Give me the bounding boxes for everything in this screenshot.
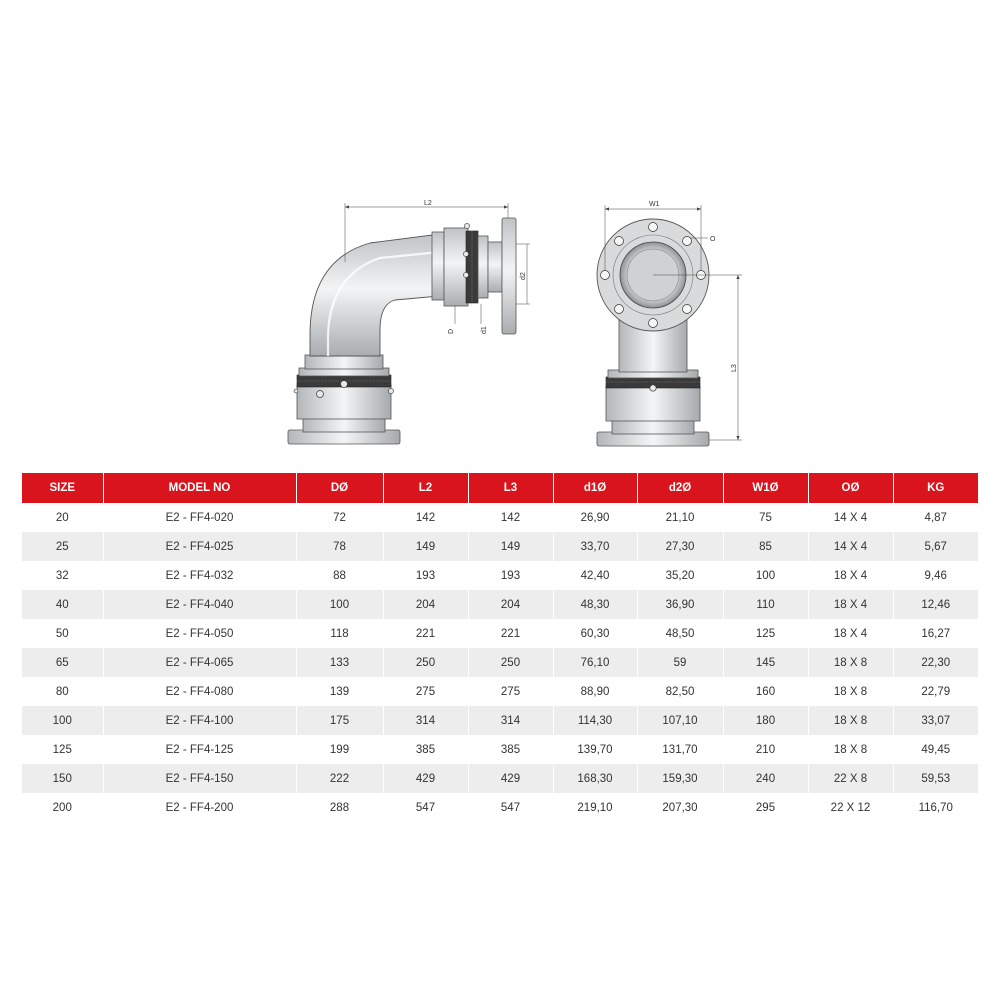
- table-cell: 175: [296, 706, 383, 735]
- table-cell: 18 X 4: [808, 561, 893, 590]
- table-row: [22, 648, 978, 677]
- grease-nipple-icon: [317, 391, 324, 398]
- table-row: [22, 561, 978, 590]
- table-cell: 21,10: [637, 503, 723, 532]
- table-cell: 118: [296, 619, 383, 648]
- table-cell: 65: [22, 648, 103, 677]
- table-cell: 75: [723, 503, 808, 532]
- table-cell: 85: [723, 532, 808, 561]
- bolt-hole-icon: [649, 223, 658, 232]
- table-cell: 207,30: [637, 793, 723, 822]
- table-cell: 14 X 4: [808, 532, 893, 561]
- label-d: D: [448, 328, 455, 334]
- table-cell: 180: [723, 706, 808, 735]
- table-cell: 275: [383, 677, 468, 706]
- label-d1: d1: [481, 326, 488, 334]
- table-cell: 250: [468, 648, 553, 677]
- table-row: [22, 503, 978, 532]
- bolt-hole-icon: [615, 237, 624, 246]
- bolt-hole-icon: [649, 319, 658, 328]
- table-cell: 160: [723, 677, 808, 706]
- table-cell: 204: [468, 590, 553, 619]
- spec-table: [22, 473, 978, 822]
- table-cell: 429: [383, 764, 468, 793]
- table-cell: 204: [383, 590, 468, 619]
- table-row: [22, 764, 978, 793]
- table-cell: 35,20: [637, 561, 723, 590]
- table-cell: 193: [383, 561, 468, 590]
- table-cell: 210: [723, 735, 808, 764]
- table-cell: 133: [296, 648, 383, 677]
- table-cell: 72: [296, 503, 383, 532]
- table-cell: 18 X 4: [808, 619, 893, 648]
- top-swivel-body: [444, 228, 468, 306]
- table-cell: E2 - FF4-020: [103, 503, 296, 532]
- table-cell: 193: [468, 561, 553, 590]
- column-header: d2Ø: [637, 473, 723, 503]
- column-header: W1Ø: [723, 473, 808, 503]
- table-cell: 295: [723, 793, 808, 822]
- elbow-pipe: [310, 234, 440, 356]
- table-cell: 114,30: [553, 706, 637, 735]
- table-cell: 142: [468, 503, 553, 532]
- table-cell: 36,90: [637, 590, 723, 619]
- table-cell: 159,30: [637, 764, 723, 793]
- table-cell: 18 X 8: [808, 648, 893, 677]
- table-cell: 22,30: [893, 648, 978, 677]
- table-cell: 222: [296, 764, 383, 793]
- label-w1: W1: [649, 201, 660, 208]
- table-cell: 22,79: [921, 685, 951, 698]
- label-o: O: [710, 236, 716, 243]
- label-l2: L2: [424, 200, 432, 207]
- table-cell: 88,90: [553, 677, 637, 706]
- table-cell: 12,46: [893, 590, 978, 619]
- table-cell: 48,30: [553, 590, 637, 619]
- table-row: [22, 677, 978, 706]
- bolt-hole-icon: [601, 271, 610, 280]
- table-cell: 100: [296, 590, 383, 619]
- table-cell: 20: [22, 503, 103, 532]
- table-cell: 59,53: [893, 764, 978, 793]
- table-row: [22, 735, 978, 764]
- table-cell: 59: [637, 648, 723, 677]
- table-row: [22, 590, 978, 619]
- column-header: KG: [893, 473, 978, 503]
- table-cell: 149: [383, 532, 468, 561]
- bolt-icon: [341, 381, 348, 388]
- table-cell: 139,70: [553, 735, 637, 764]
- table-cell: 168,30: [553, 764, 637, 793]
- front-view: [597, 201, 742, 446]
- table-cell: 116,70: [918, 801, 953, 814]
- table-cell: 26,90: [553, 503, 637, 532]
- table-cell: 50: [22, 619, 103, 648]
- table-cell: 110: [723, 590, 808, 619]
- table-cell: 82,50: [637, 677, 723, 706]
- table-cell: 547: [468, 793, 553, 822]
- table-cell: 250: [383, 648, 468, 677]
- table-body: [22, 503, 978, 822]
- table-cell: E2 - FF4-065: [103, 648, 296, 677]
- table-cell: 547: [383, 793, 468, 822]
- column-header: L3: [468, 473, 553, 503]
- table-header-row: [22, 473, 978, 503]
- table-cell: E2 - FF4-050: [103, 619, 296, 648]
- side-view: [288, 200, 530, 444]
- table-cell: 314: [468, 706, 553, 735]
- table-cell: 149: [468, 532, 553, 561]
- table-cell: E2 - FF4-080: [103, 677, 296, 706]
- label-d2: d2: [520, 272, 527, 280]
- table-cell: 18 X 4: [808, 590, 893, 619]
- column-header: DØ: [296, 473, 383, 503]
- table-cell: 125: [22, 735, 103, 764]
- table-cell: 4,87: [924, 511, 947, 524]
- table-cell: 139: [296, 677, 383, 706]
- side-flange: [502, 218, 516, 334]
- table-cell: 16,27: [921, 627, 951, 640]
- technical-drawing: [270, 195, 750, 457]
- table-cell: 18 X 8: [808, 735, 893, 764]
- table-cell: 25: [22, 532, 103, 561]
- table-cell: 288: [296, 793, 383, 822]
- table-cell: 18 X 8: [808, 677, 893, 706]
- bolt-hole-icon: [615, 305, 624, 314]
- table-cell: 100: [22, 706, 103, 735]
- table-cell: 49,45: [921, 743, 951, 756]
- table-cell: E2 - FF4-032: [103, 561, 296, 590]
- table-cell: 14 X 4: [808, 503, 893, 532]
- table-cell: 5,67: [893, 532, 978, 561]
- table-cell: 27,30: [637, 532, 723, 561]
- column-header: SIZE: [22, 473, 103, 503]
- table-cell: 88: [296, 561, 383, 590]
- table-cell: 22 X 8: [808, 764, 893, 793]
- label-l3: L3: [731, 364, 738, 372]
- table-row: [22, 532, 978, 561]
- table-cell: 100: [723, 561, 808, 590]
- table-cell: 33,70: [553, 532, 637, 561]
- table-cell: 240: [723, 764, 808, 793]
- table-cell: 200: [22, 793, 103, 822]
- table-cell: 221: [468, 619, 553, 648]
- table-cell: 142: [383, 503, 468, 532]
- table-cell: 275: [468, 677, 553, 706]
- table-cell: 125: [723, 619, 808, 648]
- table-cell: 22 X 12: [808, 793, 893, 822]
- table-cell: 150: [22, 764, 103, 793]
- table-cell: 385: [383, 735, 468, 764]
- table-cell: 60,30: [553, 619, 637, 648]
- table-cell: 42,40: [553, 561, 637, 590]
- table-cell: 145: [723, 648, 808, 677]
- table-cell: 199: [296, 735, 383, 764]
- table-cell: 18 X 8: [808, 706, 893, 735]
- table-cell: 80: [22, 677, 103, 706]
- table-cell: 40: [22, 590, 103, 619]
- table-cell: E2 - FF4-100: [103, 706, 296, 735]
- table-cell: 385: [468, 735, 553, 764]
- bolt-hole-icon: [683, 305, 692, 314]
- column-header: L2: [383, 473, 468, 503]
- table-cell: 76,10: [553, 648, 637, 677]
- table-cell: 33,07: [893, 706, 978, 735]
- table-cell: 78: [296, 532, 383, 561]
- table-cell: 221: [383, 619, 468, 648]
- table-cell: 48,50: [637, 619, 723, 648]
- column-header: d1Ø: [553, 473, 637, 503]
- table-cell: E2 - FF4-025: [103, 532, 296, 561]
- table-cell: E2 - FF4-150: [103, 764, 296, 793]
- table-row: [22, 619, 978, 648]
- table-cell: 131,70: [637, 735, 723, 764]
- table-cell: 219,10: [553, 793, 637, 822]
- table-cell: 429: [468, 764, 553, 793]
- table-row: [22, 793, 978, 822]
- column-header: OØ: [808, 473, 893, 503]
- table-cell: E2 - FF4-200: [103, 793, 296, 822]
- table-cell: 32: [22, 561, 103, 590]
- table-row: [22, 706, 978, 735]
- table-cell: 107,10: [637, 706, 723, 735]
- table-cell: E2 - FF4-040: [103, 590, 296, 619]
- column-header: MODEL NO: [103, 473, 296, 503]
- table-cell: 314: [383, 706, 468, 735]
- table-cell: 9,46: [924, 569, 947, 582]
- table-cell: E2 - FF4-125: [103, 735, 296, 764]
- bottom-swivel-body: [297, 385, 391, 419]
